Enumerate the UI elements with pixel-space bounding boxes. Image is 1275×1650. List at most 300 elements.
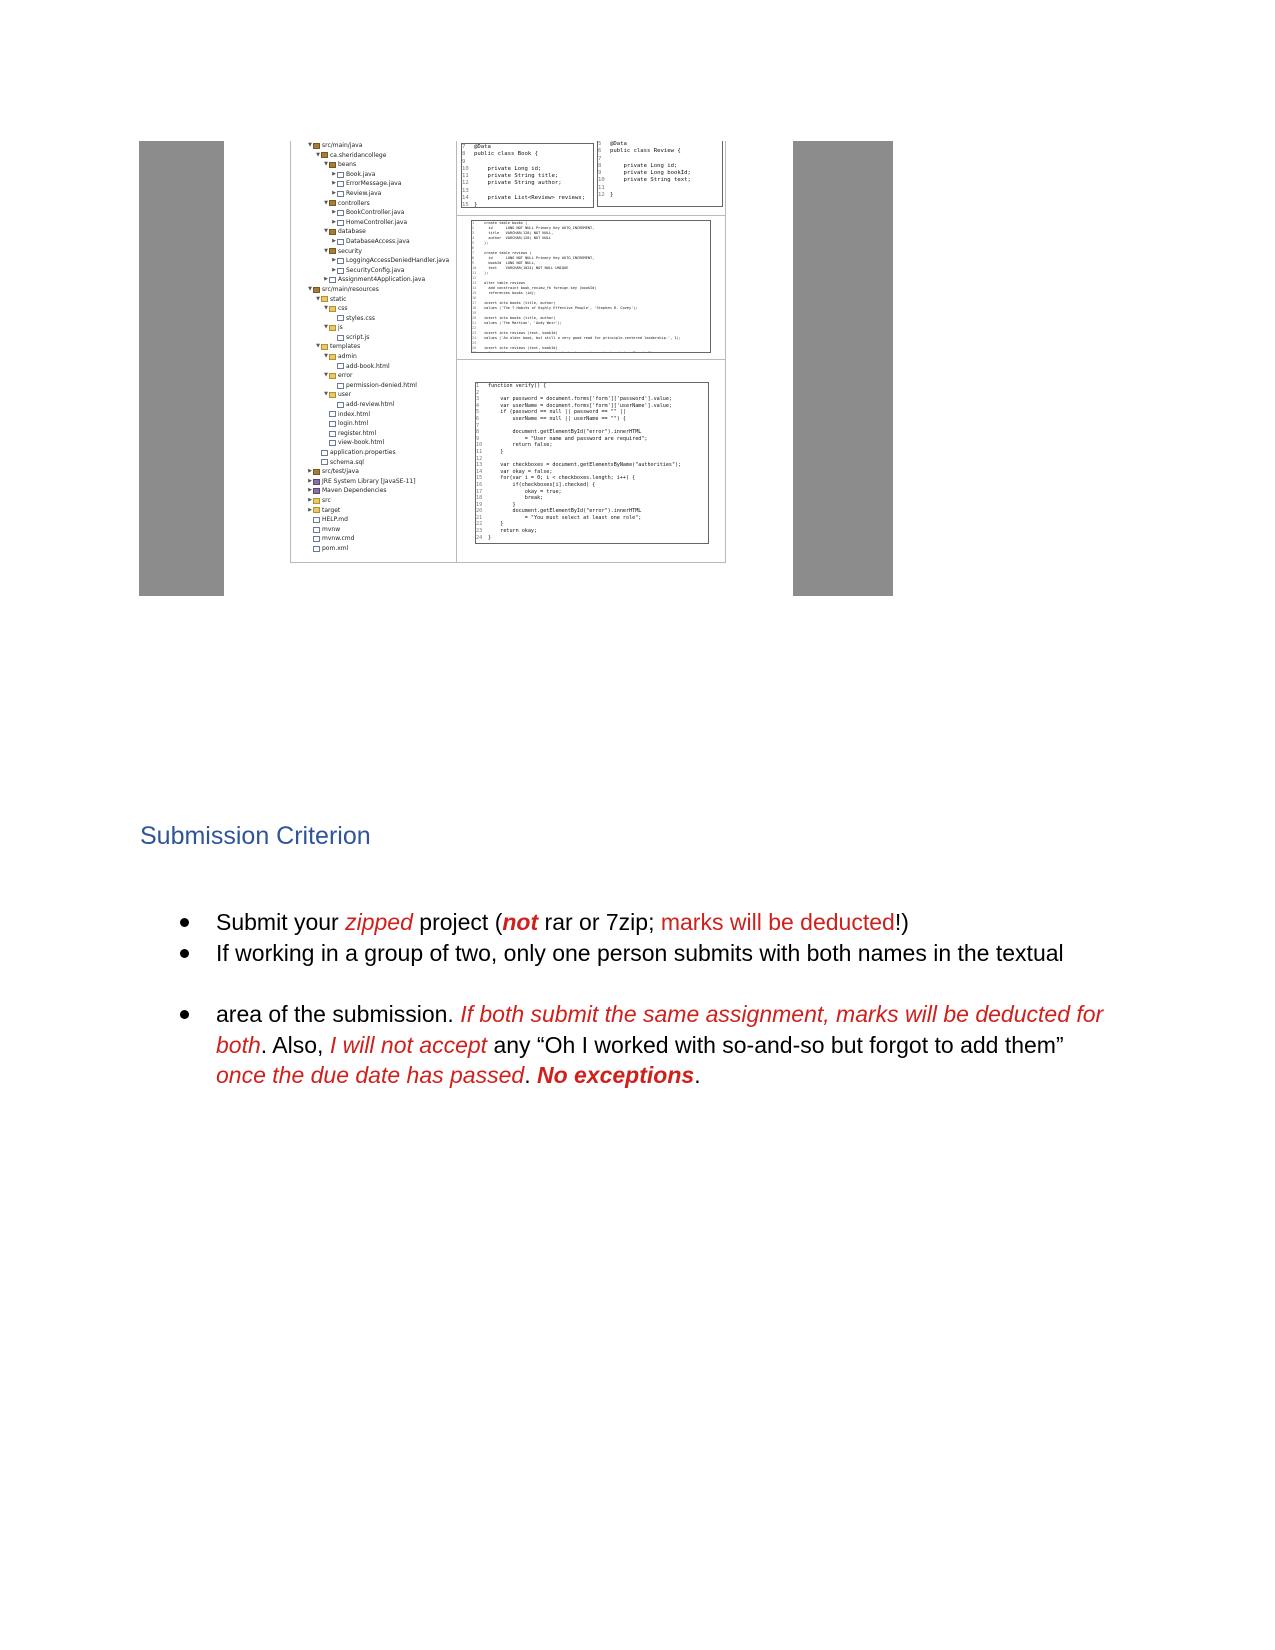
- tree-item-label: src/test/java: [322, 468, 359, 476]
- collapsed-arrow-icon[interactable]: ▶: [332, 266, 336, 273]
- code-text: );: [484, 271, 489, 275]
- tree-item[interactable]: [291, 189, 456, 199]
- line-number: 23: [472, 331, 477, 335]
- tree-item-label: index.html: [338, 410, 370, 418]
- line-number: 21: [476, 514, 483, 521]
- review-class-code: [597, 141, 723, 207]
- tree-item[interactable]: [291, 400, 456, 410]
- code-line: [476, 403, 708, 410]
- line-number: 9: [476, 435, 480, 442]
- tree-item[interactable]: [291, 390, 456, 400]
- tree-item[interactable]: [291, 544, 456, 554]
- code-line: [598, 185, 722, 192]
- line-number: 11: [476, 448, 483, 455]
- code-text: var password = document.forms['form']['password'].value;: [488, 396, 673, 403]
- bullet-text: [216, 907, 1116, 938]
- file-icon: [321, 459, 328, 465]
- tree-item[interactable]: [291, 295, 456, 305]
- expanded-arrow-icon[interactable]: ▼: [324, 199, 328, 206]
- file-icon: [337, 268, 344, 274]
- tree-item-label: register.html: [338, 429, 377, 437]
- line-number: 20: [472, 316, 477, 320]
- folder-icon: [329, 325, 336, 331]
- line-number: 2: [476, 389, 480, 396]
- text-run: .: [524, 1062, 537, 1088]
- line-number: 13: [462, 187, 469, 194]
- bullet-text: [216, 938, 1116, 969]
- code-line: [462, 188, 593, 195]
- file-icon: [313, 527, 320, 533]
- text-run: If working in a group of two, only one person submits with both names in the textual: [216, 940, 1064, 966]
- code-text: insert into books (title, author): [484, 301, 556, 305]
- collapsed-arrow-icon[interactable]: ▶: [308, 477, 312, 484]
- code-line: [476, 409, 708, 416]
- code-text: return okay;: [488, 528, 538, 535]
- code-line: [476, 462, 708, 469]
- code-panels: [457, 141, 725, 562]
- expanded-arrow-icon[interactable]: ▼: [324, 353, 328, 360]
- tree-item[interactable]: [291, 477, 456, 487]
- line-number: 26: [472, 346, 477, 350]
- tree-item-label: src: [322, 496, 331, 504]
- line-number: 1: [472, 221, 475, 225]
- code-text: = "User name and password are required";: [488, 435, 648, 442]
- code-text: insert into books (title, author): [484, 316, 556, 320]
- code-line: [476, 383, 708, 390]
- pkg-icon: [329, 162, 336, 168]
- code-line: [476, 508, 708, 515]
- file-icon: [337, 181, 344, 187]
- tree-item[interactable]: [291, 141, 456, 151]
- code-text: }: [488, 521, 504, 528]
- expanded-arrow-icon[interactable]: ▼: [324, 228, 328, 235]
- collapsed-arrow-icon[interactable]: ▶: [308, 496, 312, 503]
- file-icon: [321, 450, 328, 456]
- code-line: [598, 170, 722, 177]
- book-class-code: [461, 143, 594, 208]
- line-number: 18: [476, 495, 483, 502]
- tree-item-label: Review.java: [346, 189, 382, 197]
- folder-icon: [313, 498, 320, 504]
- tree-item[interactable]: [291, 342, 456, 352]
- code-text: function verify() {: [488, 383, 547, 389]
- line-number: 19: [472, 311, 477, 315]
- code-text: create table books (: [484, 221, 528, 225]
- line-number: 13: [476, 462, 483, 469]
- expanded-arrow-icon[interactable]: ▼: [324, 247, 328, 254]
- line-number: 17: [472, 301, 477, 305]
- tree-item[interactable]: [291, 199, 456, 209]
- code-text: if (password == null || password == "" ||: [488, 409, 627, 416]
- code-text: okay = true;: [488, 488, 562, 495]
- code-text: id LONG NOT NULL Primary Key AUTO_INCREMENT,: [484, 226, 595, 230]
- text-run: Submit your: [216, 909, 346, 935]
- tree-item[interactable]: [291, 160, 456, 170]
- code-text: values ('An older book, but still a very good read for principle-centered leadership.', 1);: [484, 336, 681, 340]
- tree-item-label: controllers: [338, 199, 370, 207]
- tree-item-label: static: [330, 295, 347, 303]
- tree-item[interactable]: [291, 266, 456, 276]
- tree-item[interactable]: [291, 506, 456, 516]
- tree-item-label: ErrorMessage.java: [346, 180, 402, 188]
- expanded-arrow-icon[interactable]: ▼: [308, 285, 312, 292]
- code-text: public class Book {: [474, 151, 538, 158]
- line-number: 9: [598, 170, 602, 177]
- code-text: private String title;: [474, 173, 559, 180]
- collapsed-arrow-icon[interactable]: ▶: [308, 468, 312, 475]
- tree-item-label: Book.java: [346, 170, 376, 178]
- tree-item-label: ca.sheridancollege: [330, 151, 387, 159]
- script-js-code: [475, 382, 709, 544]
- tree-item-label: HomeController.java: [346, 218, 408, 226]
- code-line: [476, 429, 708, 436]
- line-number: 3: [476, 396, 480, 403]
- expanded-arrow-icon[interactable]: ▼: [316, 343, 320, 350]
- file-icon: [313, 517, 320, 523]
- line-number: 19: [476, 501, 483, 508]
- tree-item[interactable]: [291, 314, 456, 324]
- line-number: 7: [598, 155, 602, 162]
- line-number: 25: [472, 341, 477, 345]
- tree-item-label: application.properties: [330, 449, 396, 456]
- tree-item-label: css: [338, 305, 348, 313]
- bullet-text: [216, 999, 1116, 1091]
- tree-item[interactable]: [291, 179, 456, 189]
- code-text: var okay = false;: [488, 468, 553, 475]
- expanded-arrow-icon[interactable]: ▼: [324, 305, 328, 312]
- pkg-icon: [313, 287, 320, 293]
- code-text: text VARCHAR(1024) NOT NULL UNIQUE: [484, 266, 569, 270]
- text-run: . Also,: [260, 1031, 330, 1058]
- code-line: [476, 423, 708, 430]
- code-line: [462, 166, 593, 173]
- file-icon: [329, 277, 336, 283]
- code-line: [476, 535, 708, 542]
- tree-item-label: permission-denied.html: [346, 381, 417, 389]
- line-number: 7: [476, 422, 480, 429]
- file-icon: [337, 315, 344, 321]
- tree-item-label: mvnw.cmd: [322, 535, 355, 543]
- lib-icon: [313, 488, 320, 494]
- tree-item-label: LoggingAccessDeniedHandler.java: [346, 257, 450, 265]
- collapsed-arrow-icon[interactable]: ▶: [332, 170, 336, 177]
- tree-item[interactable]: [291, 486, 456, 496]
- tree-item[interactable]: [291, 218, 456, 228]
- code-line: [598, 177, 722, 184]
- file-icon: [329, 411, 336, 417]
- tree-item-label: script.js: [346, 333, 370, 341]
- folder-icon: [321, 344, 328, 350]
- line-number: 15: [462, 202, 469, 208]
- code-line: [476, 521, 708, 528]
- expanded-arrow-icon[interactable]: ▼: [324, 391, 328, 398]
- pkg-icon: [321, 152, 328, 158]
- expanded-arrow-icon[interactable]: ▼: [316, 295, 320, 302]
- code-text: values ('The 7 Habits of Highly Effective People', 'Stephen R. Covey');: [484, 306, 638, 310]
- bullet-dot: [180, 949, 189, 958]
- file-icon: [337, 191, 344, 197]
- code-line: [462, 195, 593, 202]
- folder-icon: [313, 507, 320, 513]
- tree-item[interactable]: [291, 381, 456, 391]
- code-text: for(var i = 0; i < checkboxes.length; i++) {: [488, 475, 636, 482]
- tree-item-label: BookController.java: [346, 209, 405, 217]
- tree-item[interactable]: [291, 333, 456, 343]
- tree-item-label: pom.xml: [322, 544, 349, 552]
- code-line: [598, 192, 722, 199]
- code-text: }: [474, 202, 478, 208]
- file-icon: [337, 363, 344, 369]
- project-explorer-tree: [291, 141, 457, 562]
- code-line: [462, 180, 593, 187]
- folder-icon: [329, 392, 336, 398]
- line-number: 14: [462, 195, 469, 202]
- text-run-emphasis: once the due date has passed: [216, 1062, 525, 1088]
- tree-item-label: js: [338, 324, 343, 332]
- file-icon: [329, 421, 336, 427]
- code-text: @Data: [610, 141, 627, 147]
- collapsed-arrow-icon[interactable]: ▶: [308, 487, 312, 494]
- panel-divider: [457, 215, 725, 216]
- line-number: 11: [598, 184, 605, 191]
- pkg-icon: [329, 229, 336, 235]
- code-text: }: [488, 448, 504, 455]
- code-line: [476, 416, 708, 423]
- text-run: project (: [412, 909, 503, 935]
- line-number: 11: [472, 271, 477, 275]
- tree-item[interactable]: [291, 247, 456, 257]
- line-number: 5: [598, 141, 602, 147]
- line-number: 15: [472, 291, 477, 295]
- line-number: 27: [472, 351, 477, 353]
- code-text: }: [488, 501, 516, 508]
- code-line: [462, 202, 593, 208]
- code-line: [476, 489, 708, 496]
- collapsed-arrow-icon[interactable]: ▶: [324, 276, 328, 283]
- tree-item[interactable]: [291, 438, 456, 448]
- tree-item-label: templates: [330, 343, 361, 351]
- tree-item[interactable]: [291, 534, 456, 544]
- collapsed-arrow-icon[interactable]: ▶: [332, 189, 336, 196]
- line-number: 14: [476, 468, 483, 475]
- tree-item[interactable]: [291, 496, 456, 506]
- bullet-dot: [180, 1010, 189, 1019]
- line-number: 15: [476, 475, 483, 482]
- line-number: 8: [462, 151, 466, 158]
- tree-item[interactable]: [291, 419, 456, 429]
- code-line: [462, 159, 593, 166]
- folder-icon: [329, 306, 336, 312]
- collapsed-arrow-icon[interactable]: ▶: [332, 209, 336, 216]
- code-text: break;: [488, 495, 544, 502]
- code-text: private Long id;: [610, 162, 678, 169]
- line-number: 10: [472, 266, 477, 270]
- tree-item[interactable]: [291, 304, 456, 314]
- code-line: [472, 351, 710, 353]
- tree-item[interactable]: [291, 458, 456, 468]
- code-line: [462, 151, 593, 158]
- tree-item-label: user: [338, 391, 352, 399]
- code-line: [472, 336, 710, 341]
- tree-item-label: error: [338, 372, 353, 380]
- tree-item-label: HELP.md: [322, 516, 348, 524]
- code-line: [476, 390, 708, 397]
- tree-item[interactable]: [291, 371, 456, 381]
- code-text: private String author;: [474, 180, 562, 187]
- tree-item-label: view-book.html: [338, 439, 385, 447]
- file-icon: [337, 172, 344, 178]
- code-line: [462, 173, 593, 180]
- collapsed-arrow-icon[interactable]: ▶: [332, 180, 336, 187]
- line-number: 23: [476, 528, 483, 535]
- tree-item[interactable]: [291, 429, 456, 439]
- code-text: add constraint book_review_fk foreign key (bookId): [484, 286, 597, 290]
- code-text: var checkboxes = document.getElementsByName("authorities");: [488, 462, 682, 469]
- line-number: 8: [476, 429, 480, 436]
- section-heading: Submission Criterion: [140, 822, 371, 850]
- expanded-arrow-icon[interactable]: ▼: [316, 151, 320, 158]
- tree-item-label: beans: [338, 161, 357, 169]
- line-number: 12: [462, 180, 469, 187]
- collapsed-arrow-icon[interactable]: ▶: [332, 257, 336, 264]
- line-number: 5: [476, 409, 480, 416]
- tree-item-label: add-review.html: [346, 401, 395, 409]
- tree-item[interactable]: [291, 352, 456, 362]
- text-run: area of the submission.: [216, 1001, 461, 1027]
- line-number: 9: [472, 261, 475, 265]
- expanded-arrow-icon[interactable]: ▼: [308, 142, 312, 148]
- tree-item[interactable]: [291, 323, 456, 333]
- text-run: rar or 7zip;: [538, 909, 661, 935]
- text-run-emphasis: If both submit the same assignment, marks will be deducted for both: [216, 1001, 1104, 1058]
- code-line: [476, 475, 708, 482]
- file-icon: [337, 258, 344, 264]
- line-number: 7: [462, 144, 466, 150]
- text-run-emphasis: zipped: [345, 909, 413, 935]
- file-icon: [337, 239, 344, 245]
- line-number: 20: [476, 508, 483, 515]
- figure-left-margin: [139, 141, 224, 596]
- code-text: private String text;: [610, 177, 691, 184]
- code-text: insert into reviews (text, bookId): [484, 331, 558, 335]
- tree-item-label: JRE System Library [JavaSE-11]: [322, 477, 416, 485]
- tree-item[interactable]: [291, 237, 456, 247]
- code-text: var userName = document.forms['form']['userName'].value;: [488, 402, 673, 409]
- file-icon: [337, 383, 344, 389]
- tree-item[interactable]: [291, 515, 456, 525]
- code-line: [476, 495, 708, 502]
- expanded-arrow-icon[interactable]: ▼: [324, 161, 328, 168]
- text-run-warning: marks will be deducted: [660, 909, 895, 935]
- pkg-icon: [329, 200, 336, 206]
- code-line: [462, 144, 593, 151]
- file-icon: [337, 335, 344, 341]
- folder-icon: [329, 354, 336, 360]
- code-text: references books (id);: [484, 291, 536, 295]
- code-text: title VARCHAR(128) NOT NULL,: [484, 231, 554, 235]
- file-icon: [337, 220, 344, 226]
- tree-item[interactable]: [291, 285, 456, 295]
- code-line: [598, 148, 722, 155]
- code-text: values ('A great science fiction book about an astronaut stranded on Mars', 2);: [484, 351, 655, 353]
- line-number: 6: [476, 415, 480, 422]
- folder-icon: [321, 296, 328, 302]
- code-line: [598, 156, 722, 163]
- line-number: 8: [472, 256, 475, 260]
- tree-item-label: schema.sql: [330, 458, 364, 466]
- code-text: document.getElementById("error").innerHTML: [488, 429, 642, 436]
- tree-item[interactable]: [291, 256, 456, 266]
- line-number: 6: [472, 246, 475, 250]
- tree-item[interactable]: [291, 208, 456, 218]
- expanded-arrow-icon[interactable]: ▼: [324, 324, 328, 331]
- tree-item[interactable]: [291, 467, 456, 477]
- pkg-icon: [313, 469, 320, 475]
- line-number: 22: [472, 326, 477, 330]
- code-text: if(checkboxes[i].checked) {: [488, 481, 596, 488]
- line-number: 12: [472, 276, 477, 280]
- line-number: 11: [462, 173, 469, 180]
- code-text: create table reviews (: [484, 251, 532, 255]
- text-run-emphasis: I will not accept: [329, 1031, 488, 1058]
- tree-item-label: security: [338, 247, 362, 255]
- line-number: 7: [472, 251, 475, 255]
- tree-item[interactable]: [291, 448, 456, 458]
- line-number: 10: [598, 177, 605, 184]
- text-run: .: [694, 1062, 701, 1088]
- file-icon: [337, 402, 344, 408]
- bullet-dot: [180, 918, 189, 927]
- panel-divider: [457, 359, 725, 360]
- collapsed-arrow-icon[interactable]: ▶: [332, 218, 336, 225]
- schema-sql-code: [471, 220, 711, 353]
- line-number: 8: [598, 162, 602, 169]
- line-number: 16: [476, 481, 483, 488]
- expanded-arrow-icon[interactable]: ▼: [324, 372, 328, 379]
- tree-item[interactable]: [291, 362, 456, 372]
- code-text: author VARCHAR(128) NOT NULL: [484, 236, 552, 240]
- tree-item[interactable]: [291, 151, 456, 161]
- code-text: private Long bookId;: [610, 170, 691, 177]
- tree-item[interactable]: [291, 227, 456, 237]
- code-text: userName == null || userName == "") {: [488, 415, 627, 422]
- line-number: 24: [476, 534, 483, 541]
- file-icon: [313, 546, 320, 552]
- tree-item-label: mvnw: [322, 525, 341, 533]
- tree-item[interactable]: [291, 525, 456, 535]
- code-text: private Long id;: [474, 165, 542, 172]
- code-line: [476, 502, 708, 509]
- file-icon: [329, 440, 336, 446]
- tree-item-label: DatabaseAccess.java: [346, 237, 410, 245]
- code-line: [598, 163, 722, 170]
- text-run: !): [894, 909, 909, 935]
- line-number: 13: [472, 281, 477, 285]
- tree-item[interactable]: [291, 410, 456, 420]
- line-number: 4: [476, 402, 480, 409]
- code-text: public class Review {: [610, 148, 681, 155]
- tree-item[interactable]: [291, 275, 456, 285]
- code-text: alter table reviews: [484, 281, 526, 285]
- tree-item[interactable]: [291, 170, 456, 180]
- file-icon: [313, 536, 320, 542]
- collapsed-arrow-icon[interactable]: ▶: [308, 506, 312, 513]
- text-run-strong-emphasis: not: [502, 909, 539, 935]
- tree-item-label: admin: [338, 353, 357, 361]
- line-number: 12: [476, 455, 483, 462]
- collapsed-arrow-icon[interactable]: ▶: [332, 237, 336, 244]
- line-number: 17: [476, 488, 483, 495]
